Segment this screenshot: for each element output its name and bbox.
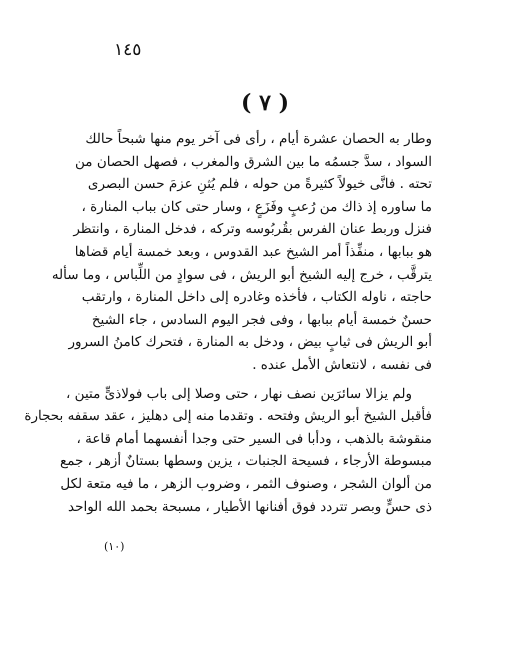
paragraph-start-line: ولم يزالا سائرَين نصف نهار ، حتى وصلا إلى باب فولاذىٍّ متين ، (66, 385, 412, 402)
body-line: منقوشة بالذهب ، ودأبا فى السير حتى وجدا أنفسهما أمام قاعة ، (76, 430, 432, 447)
signature-mark: (١٠) (104, 540, 125, 553)
body-line: تحته . فانَّى خيولاً كثيرةً من حوله ، فلم يُثنِ عزمَ حسن البصرى (87, 176, 432, 193)
body-line: حاجته ، ناوله الكتاب ، فأخذه وغادره إلى داخل المنارة ، وارتقب (81, 289, 432, 306)
body-line: أبو الريش فى ثيابٍ بيض ، ودخل به المنارة ، فتحرك كامنُ السرور (68, 334, 432, 351)
body-line: فأقبل الشيخ أبو الريش وفتحه . وتقدما منه إلى دهليز ، عقد سقفه بحجارة (24, 408, 432, 425)
body-line: مبسوطة الأرجاء ، فسيحة الجنبات ، يزين وسطها بستانٌ أزهر ، جمع (60, 453, 432, 470)
page-number: ١٤٥ (114, 40, 142, 60)
body-line: حسنٌ خمسة أيام ببابها ، وفى فجر اليوم السادس ، جاء الشيخ (91, 311, 432, 328)
body-line: السواد ، سدَّ جسمُه ما بين الشرق والمغرب ، فصهل الحصان من (75, 153, 432, 170)
body-line: هو ببابها ، منفِّذاً أمر الشيخ عبد القدوس ، وبعد خمسة أيام قضاها (74, 243, 432, 260)
body-line: يترقَّب ، خرج إليه الشيخ أبو الريش ، فى سوادٍ من اللِّباس ، وما سأله (51, 266, 432, 283)
paragraph-end-line: فى نفسه ، لانتعاش الأمل عنده . (252, 356, 432, 373)
body-line: فنزل وربط عنان الفرس بقُربُوسه وتركه ، فدخل المنارة ، وانتظر (73, 221, 432, 238)
body-line: من ألوان الشجر ، وصنوف الثمر ، وضروب الزهر ، ما فيه متعة لكل (60, 475, 432, 492)
chapter-heading: ( ٧ ) (241, 90, 289, 116)
body-line: ذى حسٍّ وبصر تتردد فوق أفنانها الأطيار ، مسبحة بحمد الله الواحد (68, 498, 432, 515)
body-text (24, 128, 432, 518)
body-line: ما ساوره إذ ذاك من رُعبٍ وفَزَعٍ ، وسار حتى كان بباب المنارة ، (81, 198, 432, 215)
body-line: وطار به الحصان عشرة أيام ، رأى فى آخر يوم منها شبحاً حالك (85, 131, 432, 147)
